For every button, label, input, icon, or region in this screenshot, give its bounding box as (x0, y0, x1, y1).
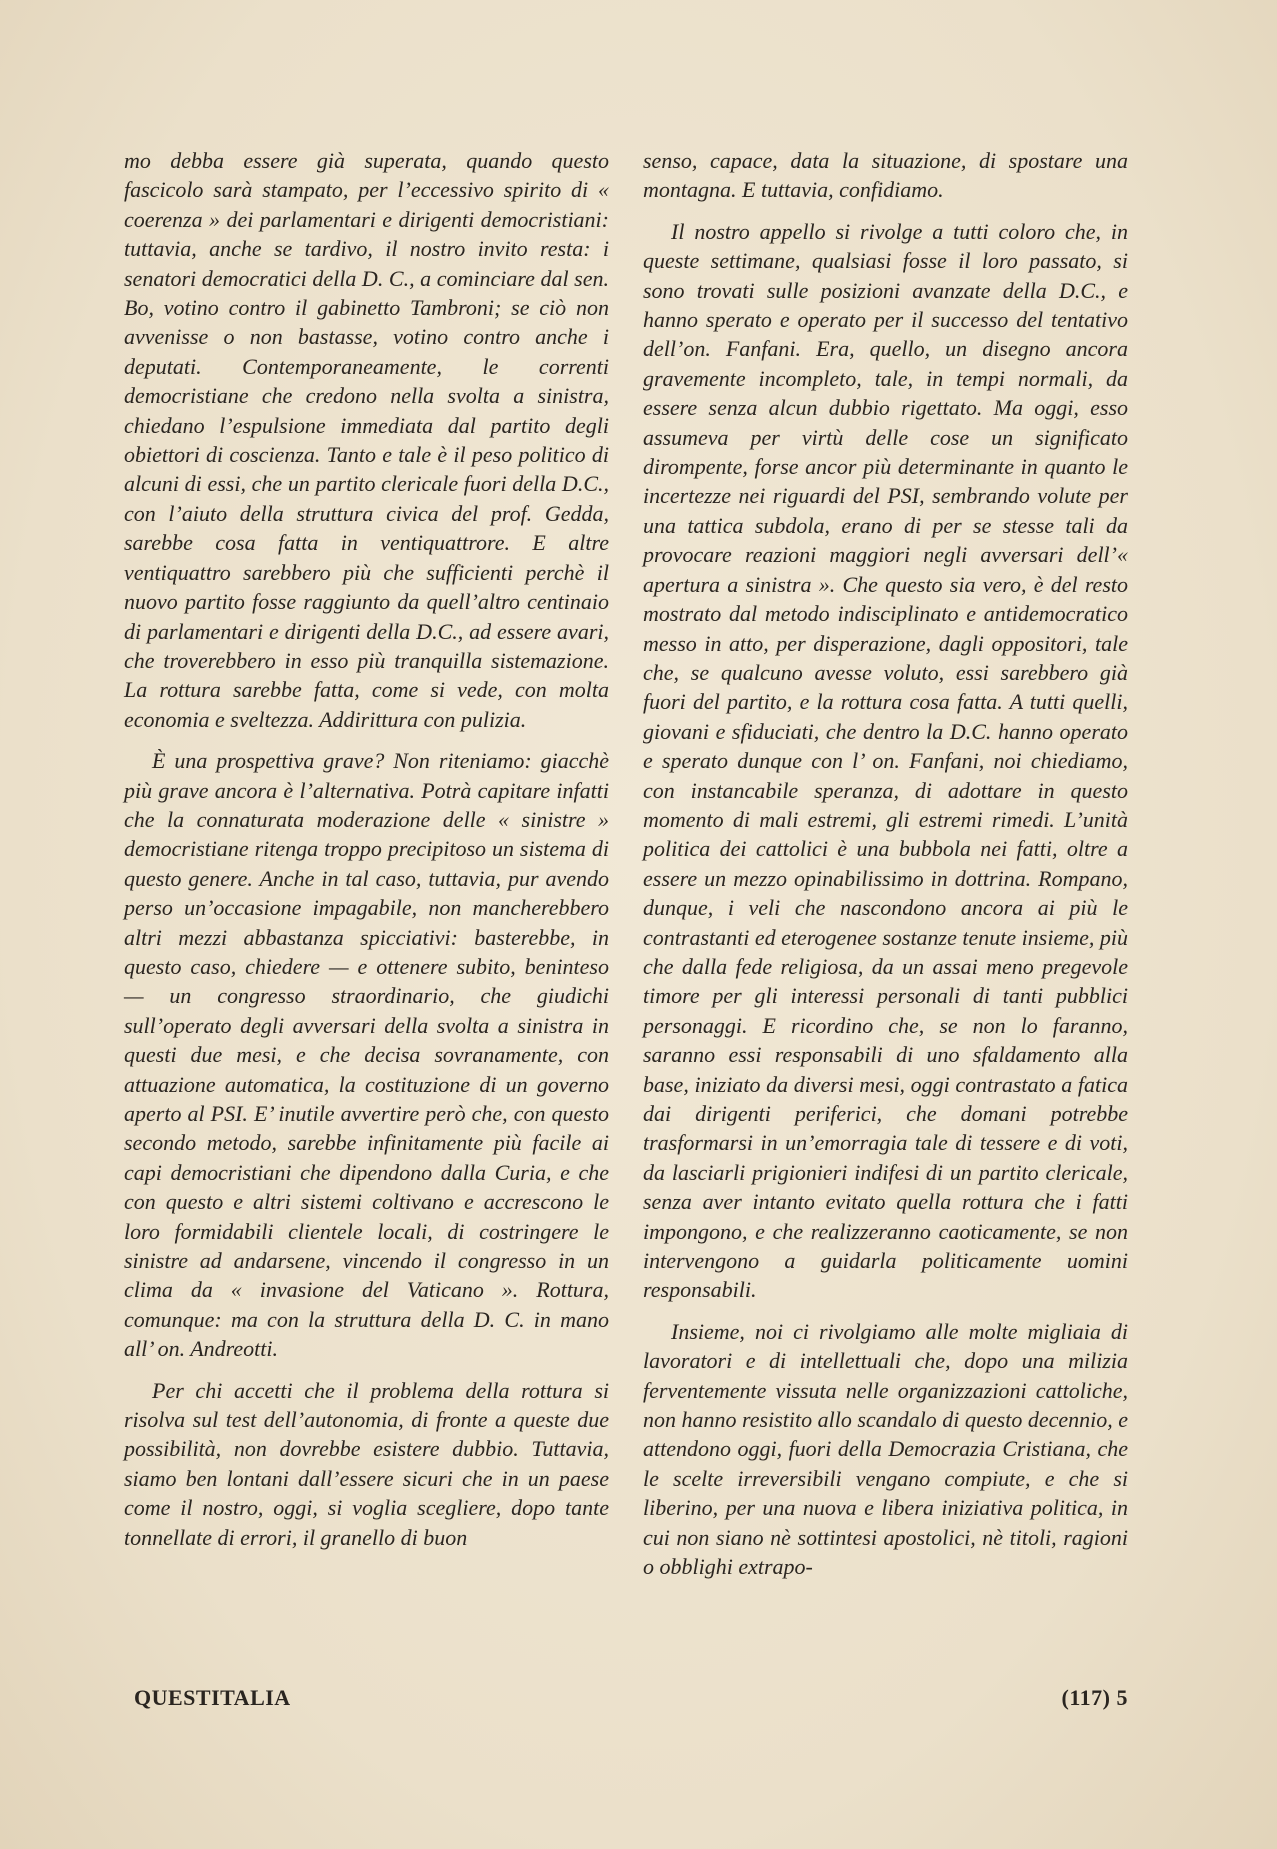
paragraph: Per chi accetti che il problema della rottura si risolva sul test dell’autonomia, di fronte a queste due possibilità, non dovrebbe esistere dubbio. Tuttavia, siamo ben lontani dall’essere sicuri che in un paese come il nostro, oggi, si voglia scegliere, dopo tante tonnellate di errori, il granello di buon (124, 1377, 609, 1550)
paragraph: senso, capace, data la situazione, di spostare una montagna. E tuttavia, confidiamo. (643, 148, 1128, 203)
text-column-right (643, 146, 1128, 1582)
paragraph: mo debba essere già superata, quando questo fascicolo sarà stampato, per l’eccessivo spirito di « coerenza » dei parlamentari e dirigenti democristiani: tuttavia, anche se tardivo, il nostro invito resta: i senatori democratici della D. C., a cominciare dal sen. Bo, votino contro il gabinetto Tambroni; se ciò non avvenisse o non bastasse, votino contro anche i deputati. Contemporaneamente, le correnti democristiane che credono nella svolta a sinistra, chiedano l’espulsione immediata dal partito degli obiettori di coscienza. Tanto e tale è il peso politico di alcuni di essi, che un partito clericale fuori della D.C., con l’aiuto della struttura civica del prof. Gedda, sarebbe cosa fatta in ventiquattrore. E altre ventiquattro sarebbero più che sufficienti perchè il nuovo partito fosse raggiunto da quell’altro centinaio di parlamentari e dirigenti della D.C., ad essere avari, che troverebbero in esso più tranquilla sistemazione. La rottura sarebbe fatta, come si vede, con molta economia e sveltezza. Addirittura con pulizia. (124, 148, 609, 732)
page-number: (117) 5 (1061, 1685, 1128, 1710)
paragraph: È una prospettiva grave? Non riteniamo: giacchè più grave ancora è l’alternativa. Potrà capitare infatti che la connaturata moderazione delle « sinistre » democristiane ritenga troppo precipitoso un sistema di questo genere. Anche in tal caso, tuttavia, pur avendo perso un’occasione impagabile, non mancherebbero altri mezzi abbastanza spicciativi: basterebbe, in questo caso, chiedere — e ottenere subito, beninteso — un congresso straordinario, che giudichi sull’operato degli avversari della svolta a sinistra in questi due mesi, e che decisa sovranamente, con attuazione automatica, la costituzione di un governo aperto al PSI. E’ inutile avvertire però che, con questo secondo metodo, sarebbe infinitamente più facile ai capi democristiani che dipendono dalla Curia, e che con questo e altri sistemi coltivano e accrescono le loro formidabili clientele locali, di costringere le sinistre ad andarsene, vincendo il congresso in un clima da « invasione del Vaticano ». Rottura, comunque: ma con la struttura della D. C. in mano all’ on. Andreotti. (124, 748, 609, 1362)
magazine-name: QUESTITALIA (134, 1685, 291, 1710)
text-column-left (124, 146, 609, 1552)
paragraph: Insieme, noi ci rivolgiamo alle molte migliaia di lavoratori e di intellettuali che, dopo una milizia ferventemente vissuta nelle organizzazioni cattoliche, non hanno resistito allo scandalo di questo decennio, e attendono oggi, fuori della Democrazia Cristiana, che le scelte irreversibili vengano compiute, e che si liberino, per una nuova e libera iniziativa politica, in cui non siano nè sottintesi apostolici, nè titoli, ragioni o obblighi extrapo- (643, 1318, 1128, 1580)
paragraph: Il nostro appello si rivolge a tutti coloro che, in queste settimane, qualsiasi fosse il loro passato, si sono trovati sulle posizioni avanzate della D.C., e hanno sperato e operato per il successo del tentativo dell’on. Fanfani. Era, quello, un disegno ancora gravemente incompleto, tale, in tempi normali, da essere senza alcun dubbio rigettato. Ma oggi, esso assumeva per virtù delle cose un significato dirompente, forse ancor più determinante in quanto le incertezze nei riguardi del PSI, sembrando volute per una tattica subdola, erano di per se stesse tali da provocare reazioni maggiori negli avversari dell’« apertura a sinistra ». Che questo sia vero, è del resto mostrato dal metodo indisciplinato e antidemocratico messo in atto, per disperazione, dagli oppositori, tale che, se qualcuno avesse voluto, essi sarebbero già fuori del partito, e la rottura cosa fatta. A tutti quelli, giovani e sfiduciati, che dentro la D.C. hanno operato e sperato dunque con l’ on. Fanfani, noi chiediamo, con instancabile speranza, di adottare in questo momento di mali estremi, gli estremi rimedi. L’unità politica dei cattolici è una bubbola nei fatti, oltre a essere un mezzo opinabilissimo in dottrina. Rompano, dunque, i veli che nascondono ancora ai più le contrastanti ed eterogenee sostanze tenute insieme, più che dalla fede religiosa, da un assai meno pregevole timore per gli interessi personali di tanti pubblici personaggi. E ricordino che, se non lo faranno, saranno essi responsabili di uno sfaldamento alla base, iniziato da diversi mesi, oggi contrastato a fatica dai dirigenti periferici, che domani potrebbe trasformarsi in un’emorragia tale di tessere e di voti, da lasciarli prigionieri indifesi di un partito clericale, senza aver intanto evitato quella rottura che i fatti impongono, e che realizzeranno caoticamente, se non intervengono a guidarla politicamente uomini responsabili. (643, 218, 1128, 1303)
